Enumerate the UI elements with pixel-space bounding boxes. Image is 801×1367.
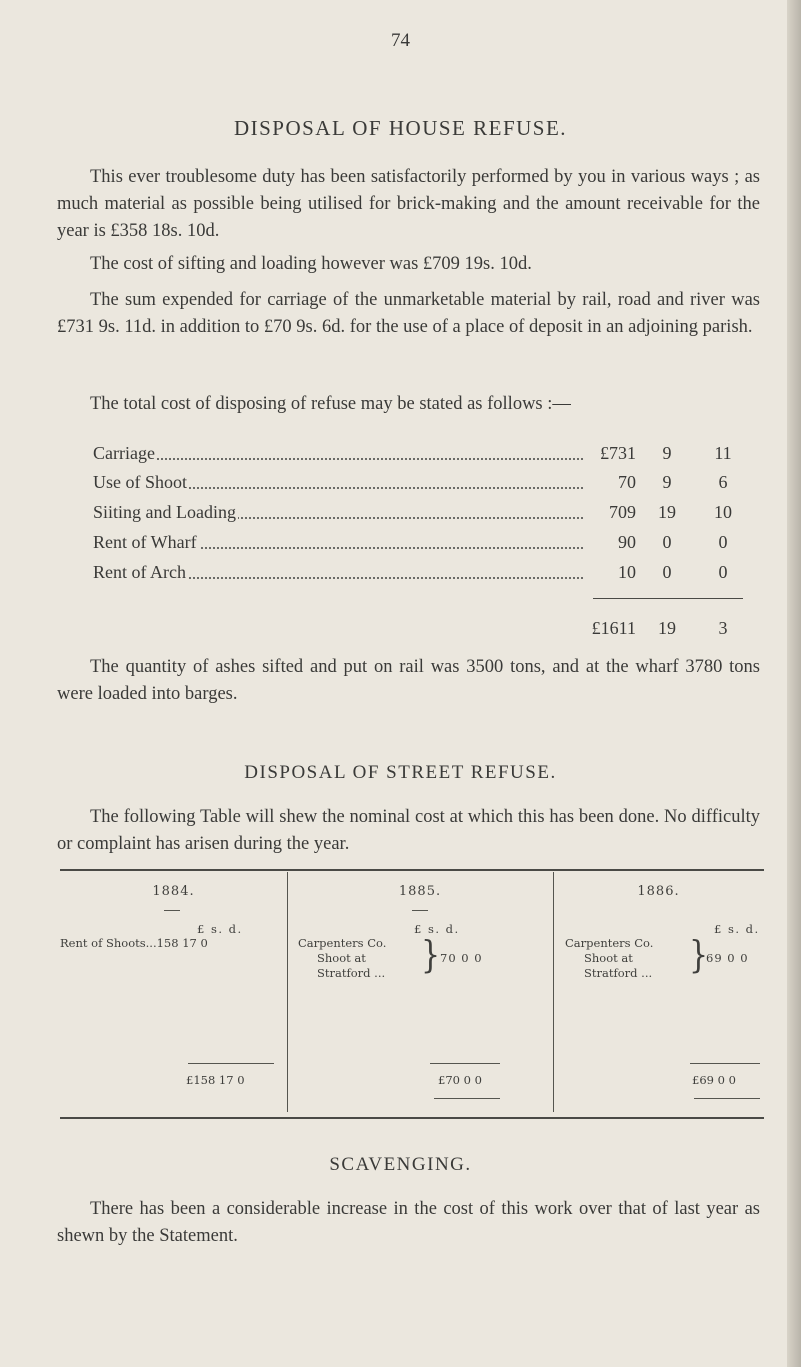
cost-row-total: [93, 618, 743, 642]
total-underline-1886: [694, 1098, 760, 1099]
shoot-1885: Shoot at: [317, 951, 366, 965]
house-refuse-heading: DISPOSAL OF HOUSE REFUSE.: [233, 116, 568, 140]
total-underline-1885: [434, 1098, 500, 1099]
cost-label: Rent of Wharf: [93, 532, 197, 552]
table-bottom-rule: [60, 1117, 764, 1119]
cost-pounds: 709: [609, 502, 636, 522]
total-rule-1886: [690, 1063, 760, 1064]
cost-row-carriage: [93, 443, 743, 467]
cost-label: Use of Shoot: [93, 472, 187, 492]
stratford-1886: Stratford ...: [584, 966, 653, 980]
total-rule: [593, 598, 743, 599]
header-dash: [164, 910, 180, 911]
currency-header-1884: £ s. d.: [197, 922, 243, 936]
cost-shillings: 0: [662, 562, 672, 582]
cost-pounds: £731: [600, 443, 636, 463]
year-header-1886: 1886.: [637, 884, 680, 899]
cost-pounds: 90: [618, 532, 636, 552]
amount-1885: 70 0 0: [440, 951, 483, 965]
cost-label: Rent of Arch: [93, 562, 186, 582]
cost-pence: 0: [718, 532, 728, 552]
currency-header-1886: £ s. d.: [714, 922, 760, 936]
cost-label: Siiting and Loading: [93, 502, 236, 522]
house-refuse-paragraph-4: The total cost of disposing of refuse may be stated as follows :—: [90, 394, 571, 414]
cost-pounds: 10: [618, 562, 636, 582]
brace-1885: }: [421, 933, 441, 978]
cost-pence: 0: [718, 562, 728, 582]
cost-shillings: 0: [662, 532, 672, 552]
cost-row-use-of-shoot: [93, 472, 743, 496]
carpenters-1885: Carpenters Co.: [298, 936, 387, 950]
cost-label: Carriage: [93, 443, 155, 463]
header-dash: [412, 910, 428, 911]
cost-pence: 6: [718, 472, 728, 492]
total-1885: £70 0 0: [438, 1073, 482, 1087]
total-1886: £69 0 0: [692, 1073, 736, 1087]
total-pence: 3: [718, 618, 728, 638]
cost-shillings: 9: [662, 472, 672, 492]
column-divider: [553, 872, 554, 1112]
brace-1886: }: [689, 933, 709, 978]
street-refuse-heading: DISPOSAL OF STREET REFUSE.: [244, 762, 557, 783]
cost-pence: 11: [714, 443, 732, 463]
total-pounds: £1611: [591, 618, 636, 638]
house-refuse-paragraph-3: The sum expended for carriage of the unmarketable material by rail, road and river was £731 9s. 11d. in addition to £70 9s. 6d. for the use of a place of deposit in an adjoining parish.: [57, 290, 760, 337]
column-divider: [287, 872, 288, 1112]
leader-dots: [93, 458, 583, 460]
carpenters-1886: Carpenters Co.: [565, 936, 654, 950]
cost-pence: 10: [714, 502, 732, 522]
cost-row-rent-of-wharf: [93, 532, 743, 556]
year-header-1885: 1885.: [398, 884, 442, 899]
shoot-1886: Shoot at: [584, 951, 633, 965]
currency-header-1885: £ s. d.: [414, 922, 460, 936]
house-refuse-paragraph-1: This ever troublesome duty has been satisfactorily performed by you in various ways ; as much material as possible being utilised for brick-making and the amount receivable for the year is £358 18s. 10d.: [57, 167, 760, 241]
scavenging-paragraph: There has been a considerable increase in the cost of this work over that of last year as shewn by the Statement.: [57, 1199, 760, 1246]
table-top-rule: [60, 869, 764, 871]
cost-row-sifting-and-loading: [93, 502, 743, 526]
page-number: 74: [391, 30, 410, 51]
cost-row-rent-of-arch: [93, 562, 743, 586]
total-rule-1884: [188, 1063, 274, 1064]
street-refuse-table: [60, 862, 766, 1124]
cost-shillings: 9: [662, 443, 672, 463]
total-shillings: 19: [658, 618, 676, 638]
total-rule-1885: [430, 1063, 500, 1064]
cost-shillings: 19: [658, 502, 676, 522]
house-refuse-paragraph-5: The quantity of ashes sifted and put on rail was 3500 tons, and at the wharf 3780 tons were loaded into barges.: [57, 657, 760, 704]
stratford-1885: Stratford ...: [317, 966, 386, 980]
year-header-1884: 1884.: [152, 884, 195, 899]
scavenging-heading: SCAVENGING.: [329, 1154, 472, 1175]
amount-1886: 69 0 0: [706, 951, 749, 965]
entry-1884: Rent of Shoots...158 17 0: [60, 936, 208, 950]
street-refuse-paragraph: The following Table will shew the nominal cost at which this has been done. No difficulty or complaint has arisen during the year.: [57, 807, 760, 854]
house-refuse-paragraph-2: The cost of sifting and loading however was £709 19s. 10d.: [90, 254, 532, 274]
cost-pounds: 70: [618, 472, 636, 492]
total-1884: £158 17 0: [186, 1073, 245, 1087]
